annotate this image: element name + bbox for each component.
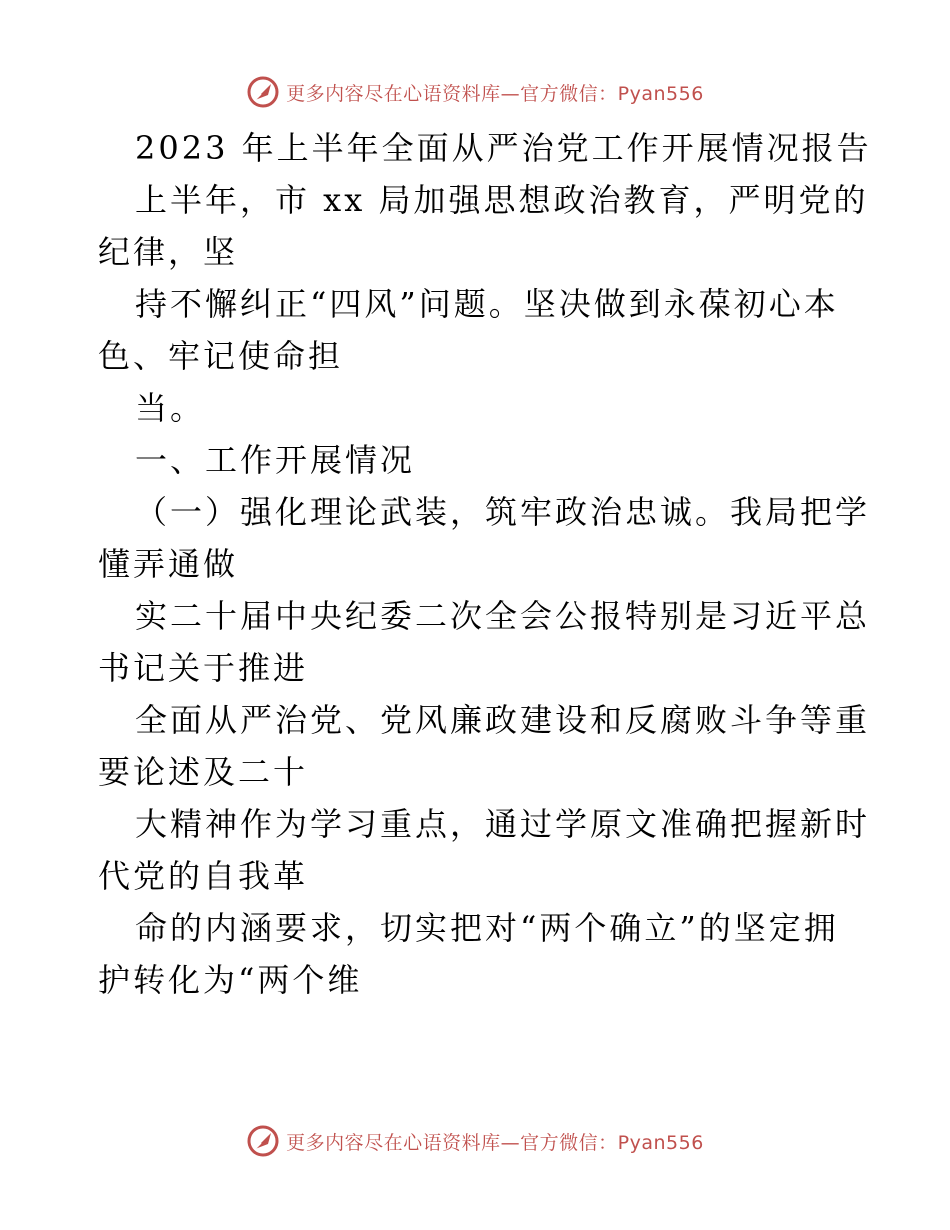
paragraph-line: 实二十届中央纪委二次全会公报特别是习近平总 bbox=[135, 597, 871, 635]
paragraph-line: 全面从严治党、党风廉政建设和反腐败斗争等重 bbox=[135, 701, 871, 739]
paragraph-line: 书记关于推进 bbox=[98, 649, 309, 687]
paragraph-line: （一）强化理论武装，筑牢政治忠诚。我局把学 bbox=[135, 493, 871, 531]
paragraph-line: 当。 bbox=[135, 389, 206, 427]
quill-logo-icon bbox=[246, 75, 280, 109]
paragraph-line: 色、牢记使命担 bbox=[98, 337, 344, 375]
document-title: 2023 年上半年全面从严治党工作开展情况报告 bbox=[135, 129, 872, 167]
paragraph-line: 纪律，坚 bbox=[98, 233, 239, 271]
footer-watermark-text: 更多内容尽在心语资料库—官方微信：Pyan556 bbox=[286, 1131, 704, 1154]
section-heading: 一、工作开展情况 bbox=[135, 441, 416, 479]
paragraph-line: 要论述及二十 bbox=[98, 753, 309, 791]
paragraph-line: 持不懈纠正“四风”问题。坚决做到永葆初心本 bbox=[135, 285, 839, 323]
header-watermark-text: 更多内容尽在心语资料库—官方微信：Pyan556 bbox=[286, 82, 704, 105]
paragraph-line: 懂弄通做 bbox=[98, 545, 239, 583]
paragraph-line: 代党的自我革 bbox=[98, 857, 309, 895]
quill-logo-icon bbox=[246, 1124, 280, 1158]
paragraph-line: 上半年，市 xx 局加强思想政治教育，严明党的 bbox=[135, 181, 869, 219]
page-footer-watermark bbox=[0, 1121, 950, 1161]
paragraph-line: 大精神作为学习重点，通过学原文准确把握新时 bbox=[135, 805, 871, 843]
paragraph-line: 护转化为“两个维 bbox=[98, 961, 363, 999]
page-header-watermark bbox=[0, 72, 950, 112]
paragraph-line: 命的内涵要求，切实把对“两个确立”的坚定拥 bbox=[135, 909, 839, 947]
document-body bbox=[98, 122, 872, 1006]
